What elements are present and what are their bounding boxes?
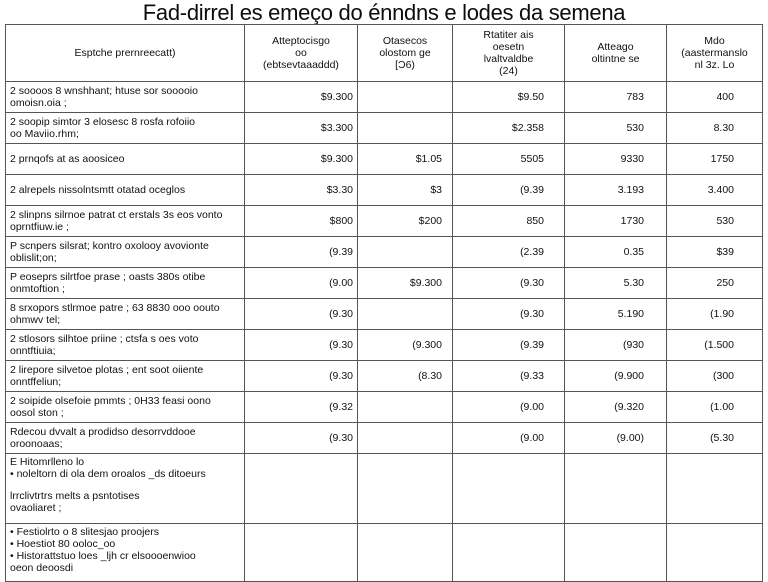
note-line: • noleltorn di ola dem oroalos _ds ditoeurs [10,468,206,480]
column-header-4 [453,25,565,82]
value-cell-col-5: (930 [565,330,667,361]
value-cell-col-4: (9.39 [453,330,565,361]
value-cell-col-3 [358,392,453,423]
column-header-line: Esptche prernreecatt) [74,47,176,59]
value-cell-col-2: (9.30 [245,299,358,330]
column-header-line: Atteptocisgo [272,35,330,47]
value-cell-col-3 [358,299,453,330]
description-line: P eoseprs silrtfoe prase ; oasts 380s otibe [10,271,206,283]
notes-cell [6,454,245,524]
column-header-line: oesetn [492,41,525,53]
value-cell-col-3: $9.300 [358,268,453,299]
table-row [6,175,763,206]
value-cell-col-2: $3.300 [245,113,358,144]
value-cell-col-3 [358,82,453,113]
value-cell-col-6: 1750 [667,144,763,175]
table-row [6,330,763,361]
empty-cell [245,454,358,524]
table-row [6,113,763,144]
value-cell-col-6: 8.30 [667,113,763,144]
notes-spacer [10,480,240,490]
table-row [6,299,763,330]
value-cell-col-5: 530 [565,113,667,144]
value-cell-col-6: 530 [667,206,763,237]
value-cell-col-6: (1.90 [667,299,763,330]
row-description [6,82,245,113]
column-header-2 [245,25,358,82]
empty-cell [453,524,565,582]
note-line: • Historattstuo loes _ljh cr elsoooenwioo [10,550,196,562]
value-cell-col-5: 5.190 [565,299,667,330]
notes-cell [6,524,245,582]
value-cell-col-4: $9.50 [453,82,565,113]
table-row [6,392,763,423]
column-header-1 [6,25,245,82]
value-cell-col-6: (1.500 [667,330,763,361]
column-header-line: (aastermanslo [681,47,748,59]
value-cell-col-3: $3 [358,175,453,206]
description-line: onntftiuia; [10,345,56,357]
row-description [6,268,245,299]
value-cell-col-3: (8.30 [358,361,453,392]
column-header-line: lvaltvaldbe [483,53,534,65]
description-line: onntffeliun; [10,376,62,388]
description-line: 2 soopip simtor 3 elosesc 8 rosfa rofoiio [10,116,196,128]
value-cell-col-4: 5505 [453,144,565,175]
value-cell-col-3: $200 [358,206,453,237]
description-line: 2 prnqofs at as aoosiceo [10,153,125,165]
value-cell-col-2: $9.300 [245,82,358,113]
description-line: oroonoaas; [10,438,63,450]
table-row [6,82,763,113]
value-cell-col-4: 850 [453,206,565,237]
note-line: ovaoliaret ; [10,502,62,514]
value-cell-col-5: (9.00) [565,423,667,454]
value-cell-col-4: (2.39 [453,237,565,268]
description-line: Rdecou dvvalt a prodidso desorrvddooe [10,426,196,438]
column-header-line: (ebtsevtaaaddd) [263,59,339,71]
column-header-line: nl 3z. Lo [694,59,735,71]
description-line: oosol ston ; [10,407,64,419]
table-row [6,144,763,175]
row-description [6,423,245,454]
empty-cell [565,454,667,524]
value-cell-col-6: $39 [667,237,763,268]
table-row [6,361,763,392]
column-header-line: oo [295,47,307,59]
column-header-3 [358,25,453,82]
note-line: • Hoestiot 80 ooloc_oo [10,538,116,550]
value-cell-col-4: (9.30 [453,299,565,330]
value-cell-col-4: (9.39 [453,175,565,206]
value-cell-col-2: $9.300 [245,144,358,175]
empty-cell [245,524,358,582]
table-row [6,206,763,237]
value-cell-col-3 [358,113,453,144]
column-header-line: Atteago [597,41,634,53]
row-description [6,175,245,206]
column-header-line: Rtatiter ais [483,29,534,41]
value-cell-col-5: (9.900 [565,361,667,392]
value-cell-col-2: (9.39 [245,237,358,268]
row-description [6,237,245,268]
value-cell-col-3: (9.300 [358,330,453,361]
description-line: oo Maviio.rhm; [10,128,79,140]
expense-table [5,24,763,582]
value-cell-col-3 [358,423,453,454]
empty-cell [667,454,763,524]
value-cell-col-2: (9.30 [245,423,358,454]
value-cell-col-2: (9.00 [245,268,358,299]
description-line: onmtoftion ; [10,283,65,295]
value-cell-col-2: $800 [245,206,358,237]
description-line: 2 stlosors silhtoe priine ; ctsfa s oes voto [10,333,199,345]
description-line: omoisn.oia ; [10,97,67,109]
value-cell-col-2: (9.30 [245,361,358,392]
row-description [6,113,245,144]
value-cell-col-6: 400 [667,82,763,113]
column-header-line: Otasecos [382,35,428,47]
value-cell-col-5: 5.30 [565,268,667,299]
column-header-line: Mdo [704,35,725,47]
description-line: 2 soipide olsefoie pmmts ; 0H33 feasi oono [10,395,211,407]
value-cell-col-5: 0.35 [565,237,667,268]
empty-cell [453,454,565,524]
column-header-line: (24) [499,65,518,77]
description-line: 8 srxopors stlrmoe patre ; 63 8830 ooo oouto [10,302,220,314]
column-header-6 [667,25,763,82]
value-cell-col-3: $1.05 [358,144,453,175]
row-description [6,330,245,361]
value-cell-col-6: (5.30 [667,423,763,454]
description-line: oblislit;on; [10,252,57,264]
value-cell-col-5: 783 [565,82,667,113]
row-description [6,361,245,392]
row-description [6,392,245,423]
value-cell-col-3 [358,237,453,268]
value-cell-col-6: 3.400 [667,175,763,206]
empty-cell [565,524,667,582]
column-header-line: olostom ge [379,47,431,59]
description-line: 2 lirepore silvetoe plotas ; ent soot oiiente [10,364,204,376]
row-description [6,299,245,330]
empty-cell [667,524,763,582]
description-line: 2 alrepels nissolntsmtt otatad oceglos [10,184,186,196]
value-cell-col-4: (9.00 [453,423,565,454]
note-line: oeon deoosdi [10,562,74,574]
note-line: E Hitomrlleno lo [10,456,85,468]
table-header-row [6,25,763,82]
value-cell-col-4: (9.00 [453,392,565,423]
empty-cell [358,454,453,524]
note-line: • Festiolrto o 8 slitesjao proojers [10,526,159,538]
value-cell-col-6: (1.00 [667,392,763,423]
table-row [6,237,763,268]
notes-row [6,524,763,582]
table-row [6,268,763,299]
value-cell-col-4: (9.33 [453,361,565,392]
row-description [6,206,245,237]
value-cell-col-5: (9.320 [565,392,667,423]
description-line: P scnpers silsrat; kontro oxolooy avovionte [10,240,209,252]
empty-cell [358,524,453,582]
notes-row [6,454,763,524]
value-cell-col-4: (9.30 [453,268,565,299]
value-cell-col-5: 3.193 [565,175,667,206]
table-row [6,423,763,454]
value-cell-col-6: (300 [667,361,763,392]
description-line: 2 soooos 8 wnshhant; htuse sor sooooio [10,85,198,97]
row-description [6,144,245,175]
description-line: ohmwv tel; [10,314,61,326]
value-cell-col-2: (9.32 [245,392,358,423]
value-cell-col-6: 250 [667,268,763,299]
value-cell-col-2: (9.30 [245,330,358,361]
description-line: oprntfiuw.ie ; [10,221,69,233]
column-header-line: [Ɔ6) [395,59,415,71]
note-line: lrrclivtrtrs melts a psntotises [10,490,140,502]
value-cell-col-2: $3.30 [245,175,358,206]
column-header-5 [565,25,667,82]
description-line: 2 slinpns silrnoe patrat ct erstals 3s eos vonto [10,209,223,221]
value-cell-col-4: $2.358 [453,113,565,144]
column-header-line: oltintne se [591,53,640,65]
value-cell-col-5: 1730 [565,206,667,237]
page-title: Fad-dirrel es emeço do énndns e lodes da semena [142,0,626,25]
value-cell-col-5: 9330 [565,144,667,175]
